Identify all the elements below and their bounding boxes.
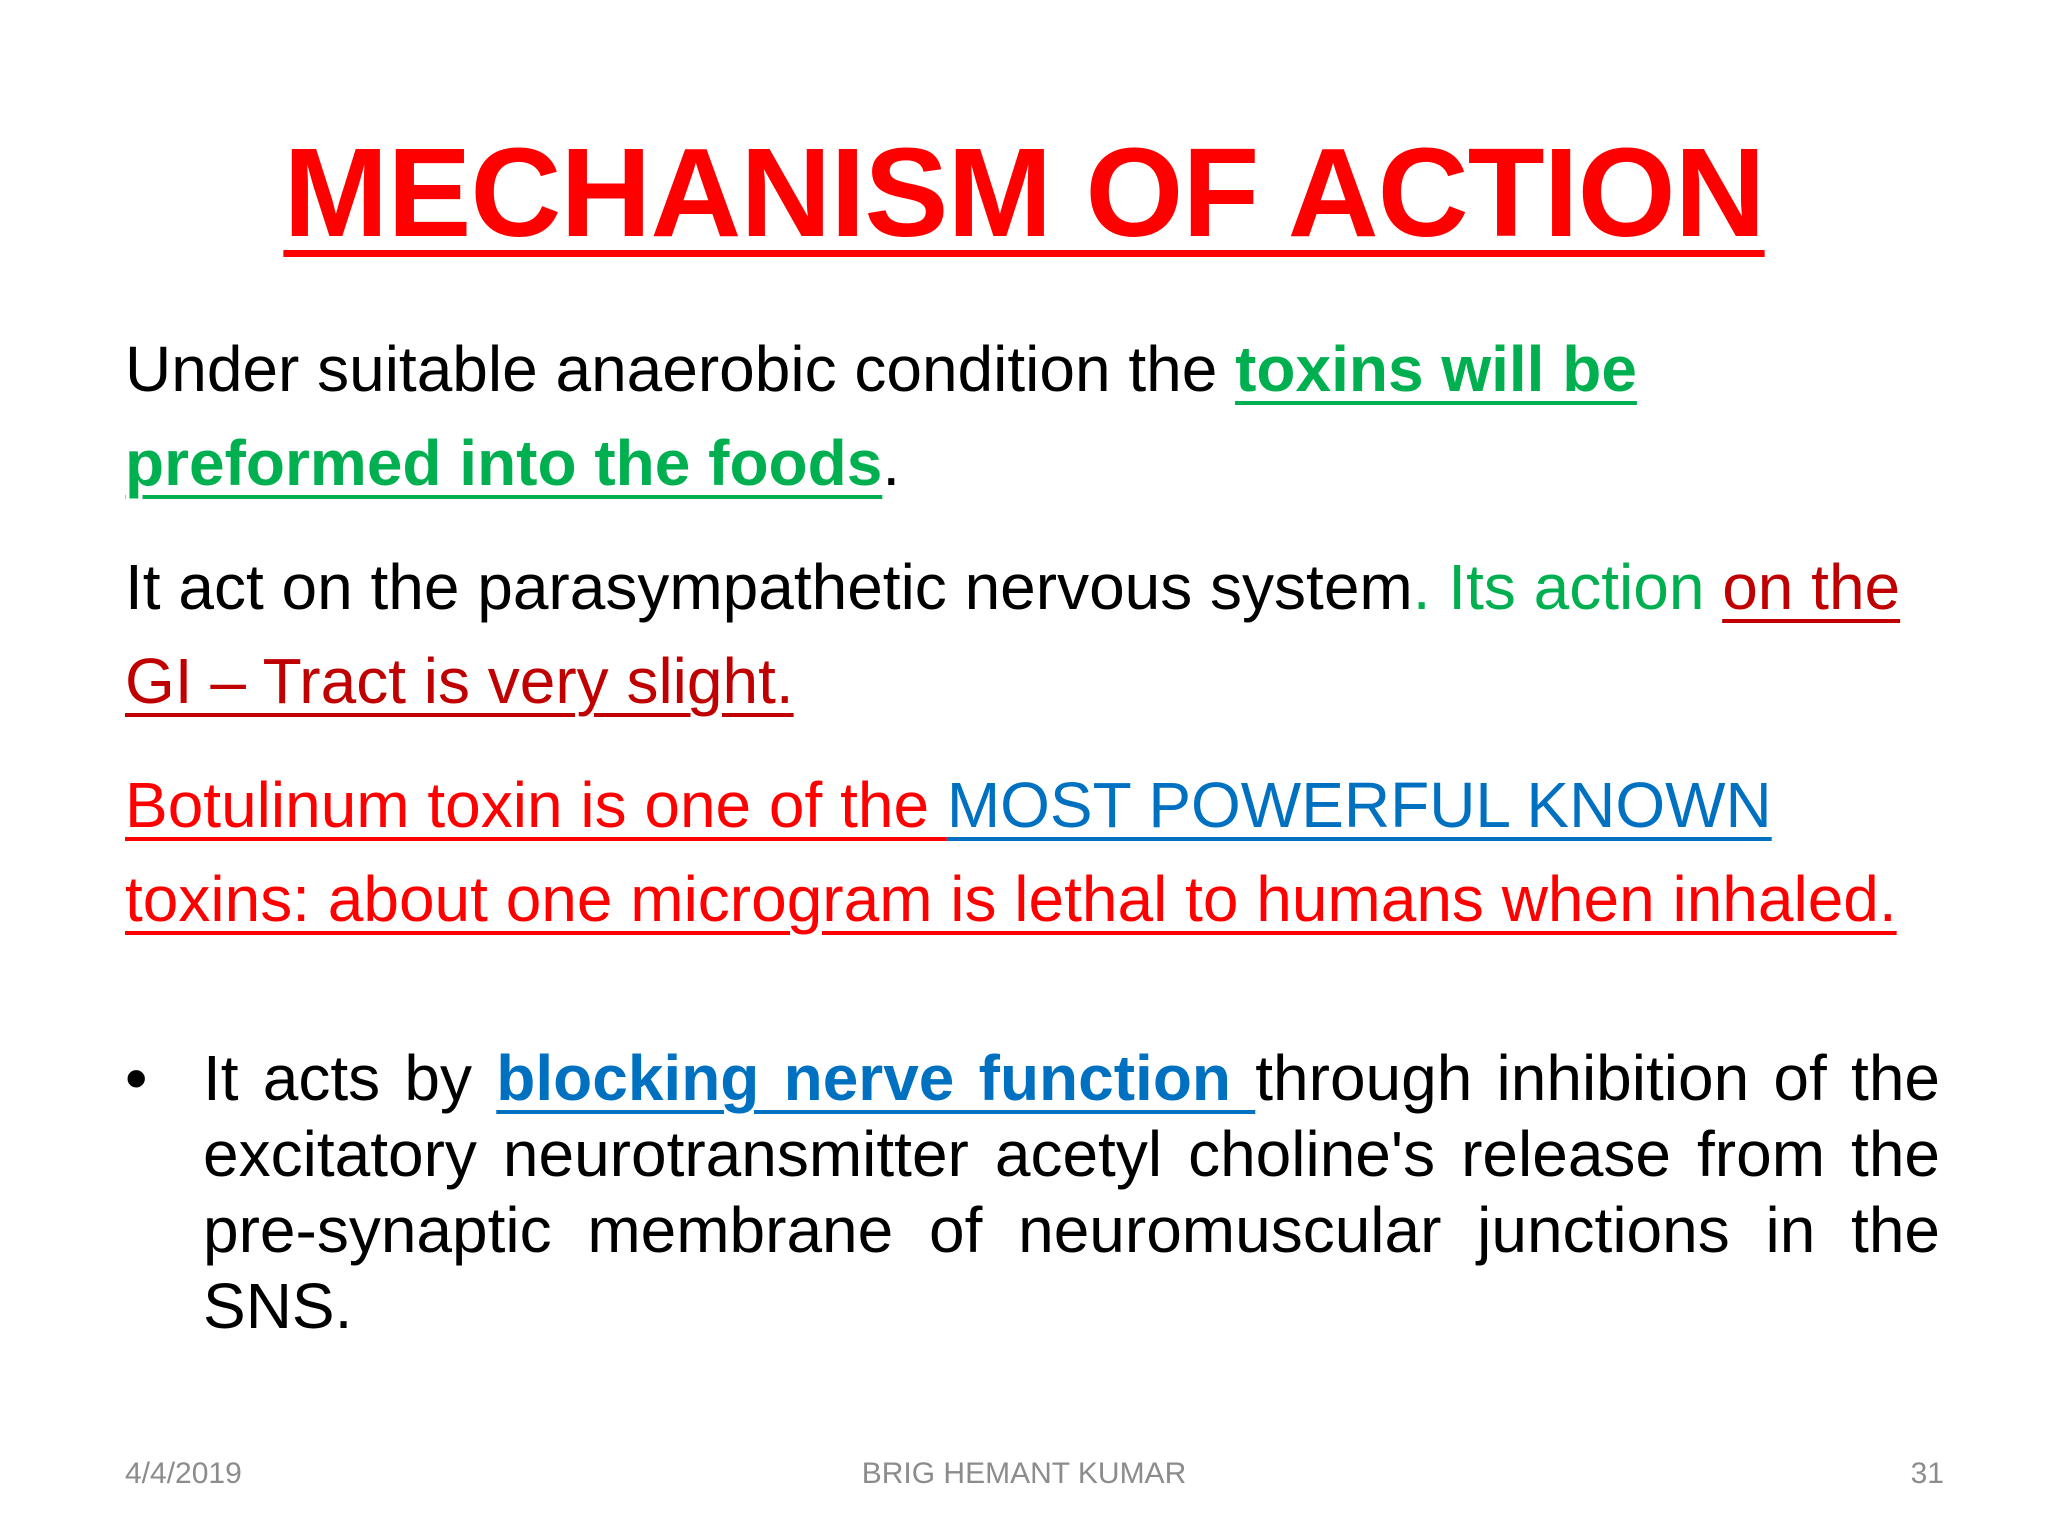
footer-author: BRIG HEMANT KUMAR xyxy=(861,1457,1187,1490)
paragraph-botulinum-toxin xyxy=(125,758,1945,946)
bullet-marker-icon: • xyxy=(125,1042,148,1114)
p3-text-blue-emphasis: MOST POWERFUL KNOWN xyxy=(946,769,1772,841)
p1-text-period: . xyxy=(882,427,901,499)
p2-text-plain: It act on the parasympathetic nervous system xyxy=(125,551,1413,623)
slide-title-text: MECHANISM OF ACTION xyxy=(283,122,1765,263)
p2-text-green: . Its action xyxy=(1412,551,1723,623)
paragraph-anaerobic-condition xyxy=(125,322,1945,510)
bullet-item-nerve-function xyxy=(125,1040,1940,1344)
bullet-text xyxy=(203,1040,1940,1344)
bullet-text-rest: through inhibition of the excitatory neurotransmitter acetyl choline's release from the pre-synaptic membrane of neuromuscular junctions in the SNS. xyxy=(203,1042,1940,1342)
paragraph-parasympathetic xyxy=(125,540,1945,728)
p1-text-plain: Under suitable anaerobic condition the xyxy=(125,333,1236,405)
p3-text-red-start: Botulinum toxin is one of the xyxy=(125,769,947,841)
p1-text-green-emphasis: toxins will be preformed into the foods xyxy=(125,333,1637,499)
slide-title xyxy=(0,118,2048,268)
bullet-text-blue-emphasis: blocking nerve function xyxy=(496,1042,1256,1114)
p2-text-darkred-underlined: on the GI – Tract is very slight. xyxy=(125,551,1901,717)
footer-date: 4/4/2019 xyxy=(125,1457,242,1490)
bullet-text-plain: It acts by xyxy=(203,1042,497,1114)
p3-text-red-end: toxins: about one microgram is lethal to humans when inhaled. xyxy=(125,863,1897,935)
footer-page-number: 31 xyxy=(1910,1457,1944,1490)
